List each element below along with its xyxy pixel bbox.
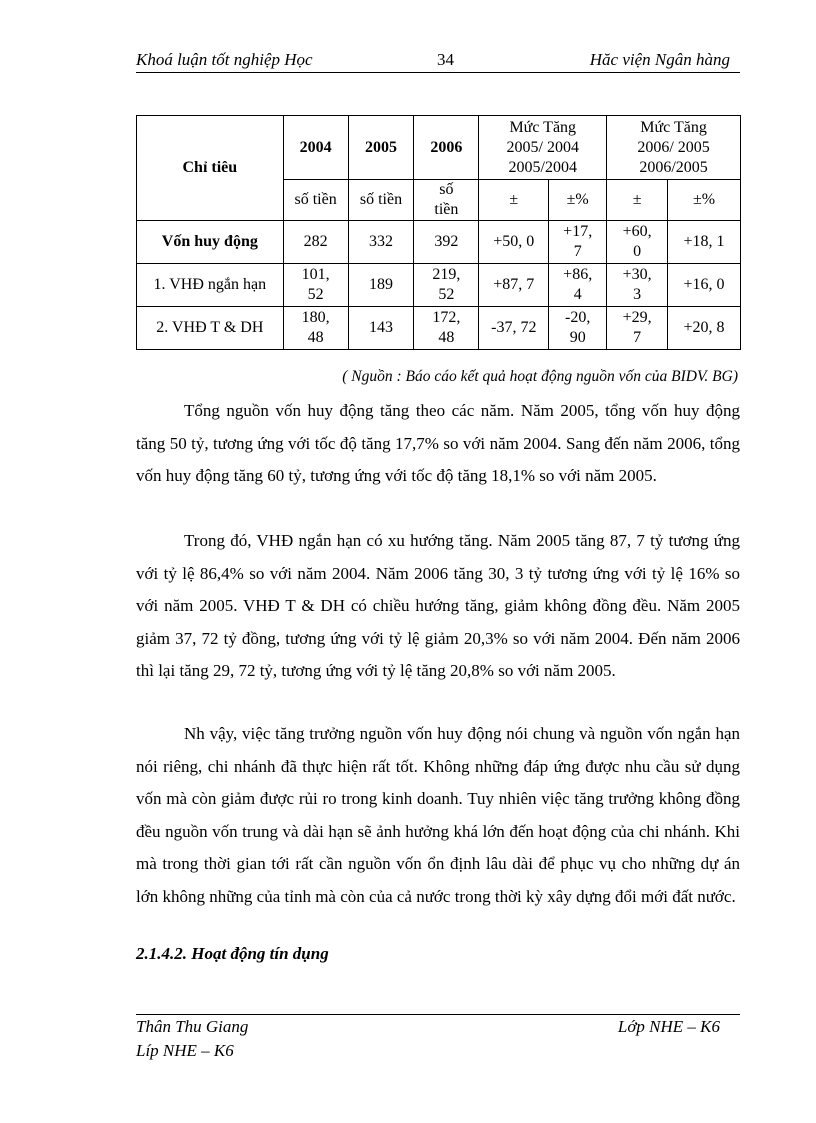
cell-d1-line: -37, 72 [491,319,537,336]
sub-pm-pct-2: ±% [668,180,741,221]
cell-p1 [549,307,607,350]
header-left-text: Khoá luận tốt nghiệp Học [136,50,313,69]
sub-amount-2006 [414,180,479,221]
row-label: 1. VHĐ ngắn hạn [137,264,284,307]
cell-p2-line: +20, 8 [683,319,725,336]
cell-c2005 [348,307,414,350]
cell-d2-line: +29, [622,309,652,326]
cell-c2004-line: 101, [301,266,330,283]
footer-class-left: Líp NHE – K6 [136,1041,234,1060]
cell-p2 [668,264,741,307]
cell-p1-line: 4 [573,286,582,303]
cell-c2006-line: 219, [432,266,461,283]
paragraph-2 [136,525,740,688]
header-year-2005: 2005 [348,116,414,180]
header-change-2006 [607,116,741,180]
table-row [137,221,741,264]
sub-pm-2: ± [607,180,668,221]
cell-d1 [479,221,549,264]
footer-author: Thân Thu Giang [136,1017,249,1036]
cell-p2 [668,307,741,350]
cell-c2006 [414,264,479,307]
header-year-2006: 2006 [414,116,479,180]
paragraph-2-text: Trong đó, VHĐ ngắn hạn có xu hướng tăng. Năm 2005 tăng 87, 7 tỷ tương ứng với tỷ lệ 86,4% so với năm 2004. Năm 2006 tăng 30, 3 tỷ tương ứng với tỷ lệ 16% so với năm 2005. VHĐ T & DH có chiều hướng tăng, giảm không đồng đều. Năm 2005 giảm 37, 72 tỷ đồng, tương ứng với tỷ lệ giảm 20,3% so với năm 2004. Đến năm 2006 thì lại tăng 29, 72 tỷ, tương ứng với tỷ lệ tăng 20,8% so với năm 2005. [136,531,740,680]
capital-mobilization-table [136,115,741,350]
cell-p1-line: -20, [565,309,591,326]
cell-d2 [607,307,668,350]
cell-d1-line: +87, 7 [493,276,535,293]
cell-d2-line: 7 [633,329,642,346]
header-change-2005 [479,116,607,180]
change2-line3: 2006/2005 [639,158,708,176]
cell-p1 [549,264,607,307]
change2-line2: 2006/ 2005 [637,138,710,156]
sub-amount-2004: số tiền [283,180,348,221]
header-chi-tieu: Chỉ tiêu [137,116,284,221]
cell-c2005 [348,221,414,264]
table-row [137,307,741,350]
cell-c2004-line: 282 [303,233,328,250]
cell-d2-line: 3 [633,286,642,303]
cell-d1-line: +50, 0 [493,233,535,250]
paragraph-3 [136,718,740,913]
change2-line1: Mức Tăng [640,118,707,136]
cell-c2004-line: 48 [307,329,324,346]
cell-c2006 [414,221,479,264]
cell-c2004-line: 180, [301,309,330,326]
cell-p1-line: 90 [569,329,586,346]
cell-c2005-line: 189 [368,276,393,293]
sub-amount-2005: số tiền [348,180,414,221]
cell-p1-line: +86, [563,266,593,283]
cell-d2 [607,221,668,264]
cell-c2004 [283,221,348,264]
table-source-note: ( Nguồn : Báo cáo kết quả hoạt động nguồn vốn của BIDV. BG) [342,368,738,385]
cell-c2004 [283,307,348,350]
cell-d2-line: +30, [622,266,652,283]
change1-line2: 2005/ 2004 [506,138,579,156]
change1-line3: 2005/2004 [508,158,577,176]
paragraph-1-text: Tổng nguồn vốn huy động tăng theo các năm. Năm 2005, tổng vốn huy động tăng 50 tỷ, tương ứng với tốc độ tăng 17,7% so với năm 2004. Sang đến năm 2006, tổng vốn huy động tăng 60 tỷ, tương ứng với tốc độ tăng 18,1% so với năm 2005. [136,401,740,485]
page-number: 34 [437,50,454,69]
cell-c2004-line: 52 [307,286,324,303]
row-label: Vốn huy động [137,221,284,264]
cell-c2005-line: 332 [368,233,393,250]
cell-c2006-line: 392 [434,233,459,250]
cell-d2 [607,264,668,307]
sub-pm-pct-1: ±% [549,180,607,221]
cell-c2006-line: 48 [438,329,455,346]
header-right-text: Hăc viện Ngân hàng [589,50,730,69]
cell-d2-line: +60, [622,223,652,240]
cell-p2-line: +16, 0 [683,276,725,293]
cell-d2-line: 0 [633,243,642,260]
header-year-2004: 2004 [283,116,348,180]
paragraph-1 [136,395,740,493]
change1-line1: Mức Tăng [509,118,577,136]
paragraph-3-text: Nh vậy, việc tăng trưởng nguồn vốn huy động nói chung và nguồn vốn ngắn hạn nói riêng, chi nhánh đã thực hiện rất tốt. Không những đáp ứng được nhu cầu sử dụng vốn mà còn giảm được rủi ro trong kinh doanh. Tuy nhiên việc tăng trưởng không đồng đều nguồn vốn trung và dài hạn sẽ ảnh hưởng khá lớn đến hoạt động của chi nhánh. Khi mà trong thời gian tới rất cần nguồn vốn ổn định lâu dài để phục vụ cho những dự án lớn không những của tỉnh mà còn của cả nước trong thời kỳ xây dựng đổi mới đất nước. [136,724,740,906]
cell-c2005-line: 143 [368,319,393,336]
sub-amount-2006-line1: số [439,181,454,198]
sub-amount-2006-line2: tiền [434,201,459,218]
cell-d1 [479,307,549,350]
footer-class-right: Lớp NHE – K6 [617,1017,720,1036]
cell-p2-line: +18, 1 [683,233,725,250]
cell-c2006 [414,307,479,350]
page-header [136,50,740,73]
sub-pm-1: ± [479,180,549,221]
cell-c2006-line: 52 [438,286,455,303]
table-row [137,264,741,307]
cell-c2005 [348,264,414,307]
footer-rule [136,1014,740,1015]
cell-p1 [549,221,607,264]
cell-p2 [668,221,741,264]
cell-p1-line: +17, [563,223,593,240]
cell-d1 [479,264,549,307]
section-heading: 2.1.4.2. Hoạt động tín dụng [136,944,329,963]
cell-p1-line: 7 [573,243,582,260]
cell-c2006-line: 172, [432,309,461,326]
row-label: 2. VHĐ T & DH [137,307,284,350]
cell-c2004 [283,264,348,307]
